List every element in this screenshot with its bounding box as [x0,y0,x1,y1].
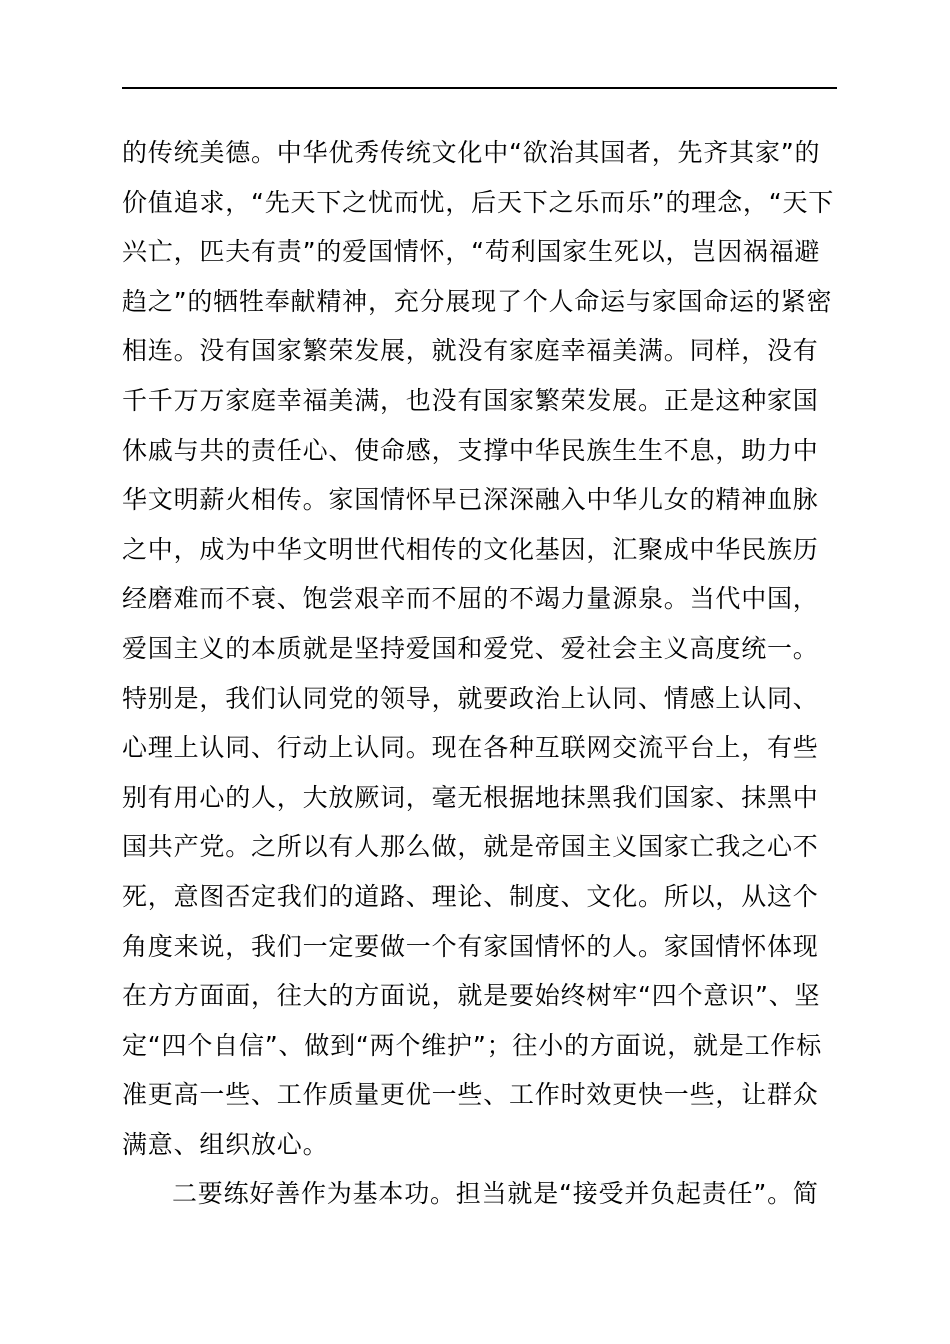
text-line: 角度来说，我们一定要做一个有家国情怀的人。家国情怀体现 [122,931,819,961]
text-line: 兴亡，匹夫有责”的爱国情怀，“苟利国家生死以，岂因祸福避 [122,237,821,267]
text-line: 国共产党。之所以有人那么做，就是帝国主义国家亡我之心不 [122,832,819,862]
text-line: 定“四个自信”、做到“两个维护”；往小的方面说，就是工作标 [122,1030,823,1060]
text-line: 价值追求，“先天下之忧而忧，后天下之乐而乐”的理念，“天下 [122,187,835,217]
paragraph-first-line: 二要练好善作为基本功。担当就是“接受并负起责任”。简 [172,1179,819,1209]
header-rule [122,87,837,89]
text-line: 经磨难而不衰、饱尝艰辛而不屈的不竭力量源泉。当代中国， [122,584,819,614]
text-line: 趋之”的牺牲奉献精神，充分展现了个人命运与家国命运的紧密 [122,286,833,316]
text-line: 相连。没有国家繁荣发展，就没有家庭幸福美满。同样，没有 [122,336,819,366]
document-body [122,128,842,1219]
text-line: 满意、组织放心。 [122,1129,329,1159]
text-line: 千千万万家庭幸福美满，也没有国家繁荣发展。正是这种家国 [122,385,819,415]
text-line: 死，意图否定我们的道路、理论、制度、文化。所以，从这个 [122,881,819,911]
text-line: 特别是，我们认同党的领导，就要政治上认同、情感上认同、 [122,683,819,713]
text-line: 别有用心的人，大放厥词，毫无根据地抹黑我们国家、抹黑中 [122,782,819,812]
text-line: 在方方面面，往大的方面说，就是要始终树牢“四个意识”、坚 [122,981,821,1011]
text-line: 爱国主义的本质就是坚持爱国和爱党、爱社会主义高度统一。 [122,633,819,663]
text-line: 之中，成为中华文明世代相传的文化基因，汇聚成中华民族历 [122,534,819,564]
text-line: 心理上认同、行动上认同。现在各种互联网交流平台上，有些 [122,733,819,763]
text-line: 的传统美德。中华优秀传统文化中“欲治其国者，先齐其家”的 [122,138,821,167]
text-line: 准更高一些、工作质量更优一些、工作时效更快一些，让群众 [122,1080,819,1110]
text-line: 休戚与共的责任心、使命感，支撑中华民族生生不息，助力中 [122,435,819,465]
text-line: 华文明薪火相传。家国情怀早已深深融入中华儿女的精神血脉 [122,485,819,515]
